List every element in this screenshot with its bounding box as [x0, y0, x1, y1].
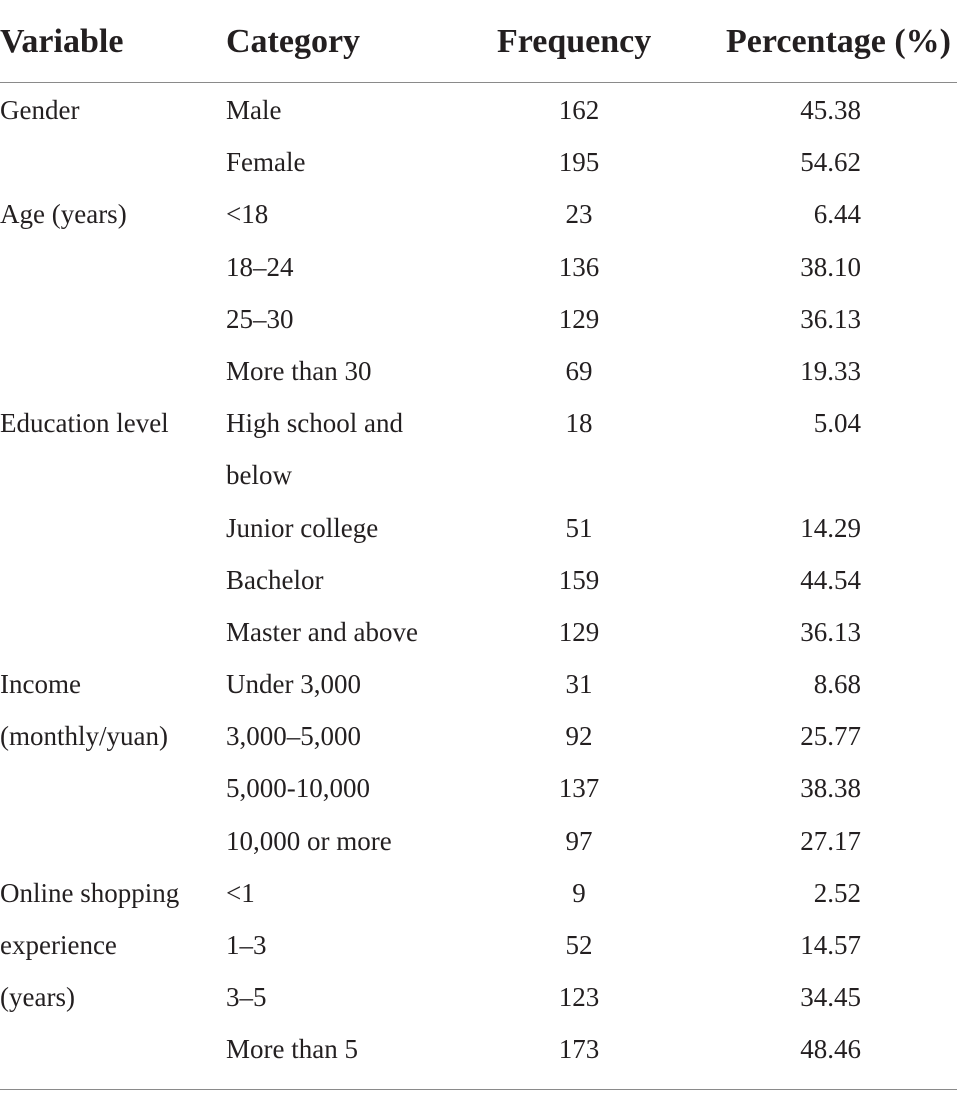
cell-percentage: 25.77 — [800, 721, 861, 752]
cell-percentage: 14.29 — [800, 512, 861, 543]
cell-category: More than 5 — [226, 1034, 358, 1065]
cell-frequency: 9 — [572, 877, 586, 908]
table-row — [0, 554, 957, 606]
header-variable: Variable — [0, 23, 124, 60]
cell-frequency: 162 — [558, 95, 600, 125]
cell-percentage: 44.54 — [800, 564, 861, 595]
table-row — [0, 867, 957, 919]
cell-frequency: 92 — [565, 721, 593, 752]
header-frequency: Frequency — [497, 23, 652, 60]
cell-frequency: 51 — [565, 512, 593, 543]
table-row — [0, 241, 957, 293]
cell-variable: Online shopping — [0, 877, 180, 908]
cell-frequency: 195 — [558, 147, 600, 178]
cell-percentage: 48.46 — [800, 1034, 861, 1065]
cell-percentage: 14.57 — [800, 930, 861, 960]
cell-category: 3,000–5,000 — [226, 721, 361, 752]
cell-category: Female — [226, 147, 306, 178]
cell-category: <1 — [226, 877, 255, 908]
cell-frequency: 137 — [558, 773, 600, 804]
cell-category: <18 — [226, 199, 269, 230]
cell-frequency: 18 — [565, 408, 593, 439]
cell-frequency: 129 — [558, 303, 600, 334]
cell-percentage: 19.33 — [800, 355, 861, 386]
table-row — [0, 188, 957, 240]
table-row — [0, 449, 957, 501]
cell-frequency: 173 — [558, 1034, 600, 1065]
cell-variable: Age (years) — [0, 199, 127, 230]
cell-category: Master and above — [226, 616, 418, 647]
cell-variable: Gender — [0, 95, 80, 125]
cell-percentage: 54.62 — [800, 147, 861, 178]
cell-category: 1–3 — [226, 930, 267, 960]
table-header — [0, 0, 957, 83]
cell-category: Under 3,000 — [226, 669, 361, 700]
cell-category: 18–24 — [226, 251, 294, 282]
cell-category: 10,000 or more — [226, 825, 392, 856]
cell-category: below — [226, 460, 292, 491]
cell-percentage: 36.13 — [800, 616, 861, 647]
table-row — [0, 397, 957, 449]
cell-category: High school and — [226, 408, 403, 439]
cell-variable: (monthly/yuan) — [0, 721, 168, 752]
table-row — [0, 502, 957, 554]
cell-percentage: 6.44 — [813, 199, 861, 230]
cell-frequency: 69 — [565, 355, 593, 386]
cell-percentage: 2.52 — [813, 877, 861, 908]
table-row — [0, 136, 957, 188]
table-row — [0, 971, 957, 1023]
table-row — [0, 762, 957, 814]
header-category: Category — [226, 23, 361, 60]
cell-frequency: 97 — [565, 825, 593, 856]
table-row — [0, 84, 957, 136]
table-row — [0, 815, 957, 867]
table-body — [0, 83, 957, 1076]
cell-percentage: 38.38 — [800, 773, 861, 804]
cell-percentage: 34.45 — [800, 982, 861, 1013]
cell-frequency: 23 — [565, 199, 593, 230]
table-row — [0, 293, 957, 345]
cell-category: 25–30 — [226, 303, 294, 334]
cell-percentage: 38.10 — [800, 251, 861, 282]
cell-percentage: 36.13 — [800, 303, 861, 334]
cell-frequency: 123 — [558, 982, 600, 1013]
cell-percentage: 27.17 — [800, 825, 861, 856]
bottom-rule — [0, 1089, 957, 1090]
cell-variable: Education level — [0, 408, 169, 439]
cell-variable: experience — [0, 930, 117, 960]
table-row — [0, 345, 957, 397]
cell-frequency: 31 — [565, 669, 593, 700]
table-row — [0, 1023, 957, 1075]
header-percentage: Percentage (%) — [726, 23, 951, 60]
cell-category: Bachelor — [226, 564, 324, 595]
cell-percentage: 5.04 — [813, 408, 861, 439]
cell-frequency: 129 — [558, 616, 600, 647]
cell-percentage: 8.68 — [813, 669, 861, 700]
cell-variable: (years) — [0, 982, 75, 1013]
cell-frequency: 159 — [558, 564, 600, 595]
cell-category: Male — [226, 95, 282, 125]
cell-variable: Income — [0, 669, 81, 700]
table-row — [0, 606, 957, 658]
cell-category: Junior college — [226, 512, 379, 543]
table-row — [0, 658, 957, 710]
cell-category: 3–5 — [226, 982, 267, 1013]
cell-category: More than 30 — [226, 355, 372, 386]
cell-category: 5,000-10,000 — [226, 773, 370, 804]
table-row — [0, 710, 957, 762]
table-row — [0, 919, 957, 971]
cell-frequency: 52 — [565, 930, 593, 960]
cell-percentage: 45.38 — [800, 95, 861, 125]
cell-frequency: 136 — [558, 251, 600, 282]
